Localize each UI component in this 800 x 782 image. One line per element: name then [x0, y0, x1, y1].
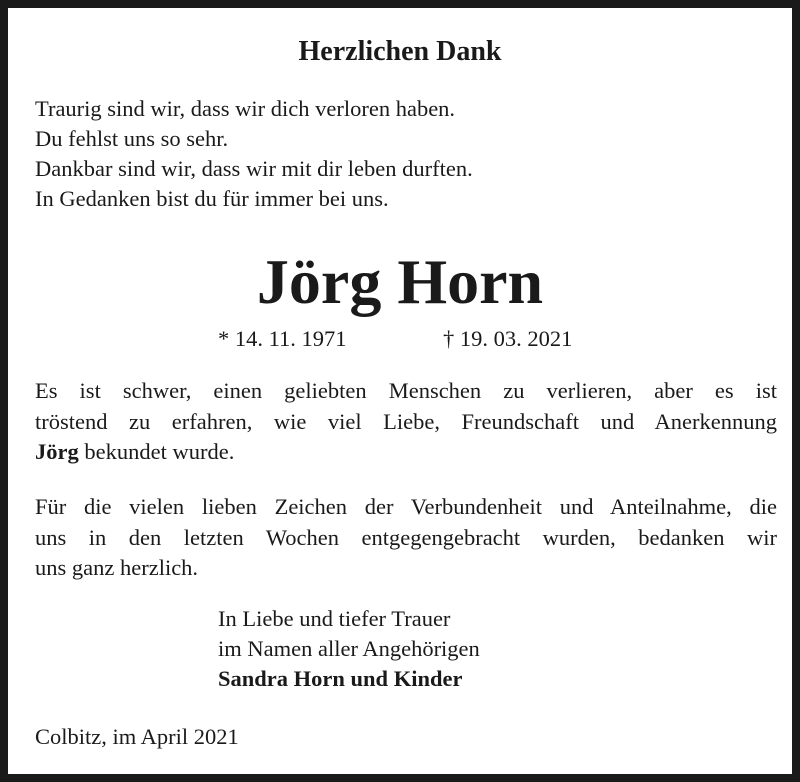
- paragraph-line: Es ist schwer, einen geliebten Menschen zu verlieren, aber es ist: [35, 378, 777, 403]
- notice-heading: Herzlichen Dank: [298, 36, 502, 67]
- poem-line: Du fehlst uns so sehr.: [35, 126, 229, 151]
- death-date: † 19. 03. 2021: [443, 326, 573, 351]
- closing-block: [218, 604, 480, 694]
- poem-line: Dankbar sind wir, dass wir mit dir leben durften.: [35, 156, 473, 181]
- poem-line: In Gedanken bist du für immer bei uns.: [35, 186, 389, 211]
- deceased-name: Jörg Horn: [256, 246, 544, 317]
- paragraph-line: [35, 437, 777, 468]
- paragraph-thanks: [35, 492, 777, 584]
- paragraph-line-rest: bekundet wurde.: [78, 439, 235, 464]
- paragraph-line: uns ganz herzlich.: [35, 555, 199, 580]
- paragraph-line: Für die vielen lieben Zeichen der Verbundenheit und Anteilnahme, die: [35, 494, 777, 519]
- signature: Sandra Horn und Kinder: [218, 666, 463, 691]
- paragraph-condolence: [35, 376, 777, 468]
- paragraph-line: uns in den letzten Wochen entgegengebracht wurden, bedanken wir: [35, 524, 777, 550]
- poem-line: Traurig sind wir, dass wir dich verloren haben.: [35, 96, 456, 121]
- closing-line: In Liebe und tiefer Trauer: [218, 606, 451, 631]
- birth-date: * 14. 11. 1971: [218, 326, 347, 351]
- deceased-first-name: Jörg: [35, 439, 79, 464]
- poem: [35, 94, 473, 214]
- closing-line: im Namen aller Angehörigen: [218, 636, 480, 661]
- paragraph-line: tröstend zu erfahren, wie viel Liebe, Freundschaft und Anerkennung: [35, 408, 777, 434]
- place-and-date: Colbitz, im April 2021: [35, 724, 239, 749]
